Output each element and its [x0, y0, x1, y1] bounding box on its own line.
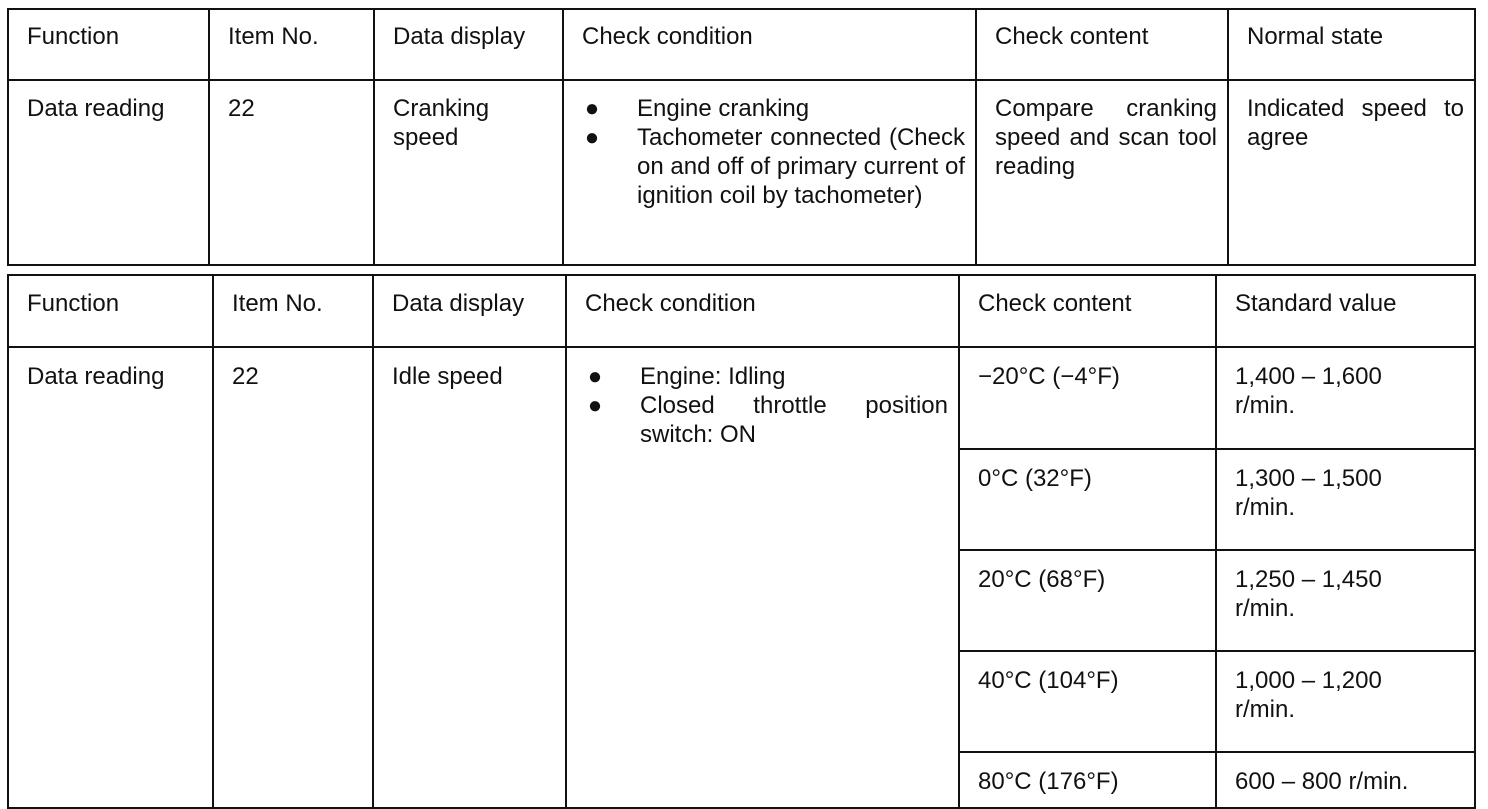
data-display-text: Cranking speed — [393, 95, 490, 151]
check-content-cell: −20°C (−4°F) — [959, 347, 1216, 449]
check-condition-cell — [563, 80, 976, 265]
table-row — [8, 80, 1475, 265]
item-no-cell: 22 — [213, 347, 373, 808]
check-content-cell: 20°C (68°F) — [959, 550, 1216, 651]
standard-value-cell — [1216, 550, 1475, 651]
check-content-cell: 80°C (176°F) — [959, 752, 1216, 808]
condition-item — [585, 391, 948, 449]
standard-value-text: 1,000 – 1,200 r/min. — [1235, 667, 1382, 723]
table-header-row — [8, 9, 1475, 80]
header-check-condition: Check condition — [563, 9, 976, 80]
standard-value-text: 1,400 – 1,600 r/min. — [1235, 363, 1382, 419]
item-no-cell: 22 — [209, 80, 374, 265]
standard-value-cell — [1216, 449, 1475, 550]
function-cell: Data reading — [8, 80, 209, 265]
condition-item — [582, 94, 965, 123]
standard-value-cell — [1216, 651, 1475, 752]
idle-speed-table — [7, 274, 1476, 809]
condition-text: Engine cranking — [637, 95, 810, 122]
header-check-content: Check content — [959, 275, 1216, 347]
check-content-cell: 40°C (104°F) — [959, 651, 1216, 752]
check-condition-cell — [566, 347, 959, 808]
condition-text: Tachometer connected (Check on and off of primary current of ignition coil by tachometer) — [637, 124, 965, 209]
header-function: Function — [8, 275, 213, 347]
header-data-display: Data display — [374, 9, 563, 80]
normal-state-cell: Indicated speed to agree — [1228, 80, 1475, 265]
standard-value-cell: 600 – 800 r/min. — [1216, 752, 1475, 808]
header-check-content: Check content — [976, 9, 1228, 80]
table-header-row — [8, 275, 1475, 347]
check-content-cell: 0°C (32°F) — [959, 449, 1216, 550]
function-cell: Data reading — [8, 347, 213, 808]
header-check-condition: Check condition — [566, 275, 959, 347]
standard-value-text: 1,250 – 1,450 r/min. — [1235, 566, 1382, 622]
standard-value-text: 1,300 – 1,500 r/min. — [1235, 465, 1382, 521]
header-item-no: Item No. — [213, 275, 373, 347]
condition-item — [585, 362, 948, 391]
data-display-cell: Idle speed — [373, 347, 566, 808]
bullet-icon: ● — [584, 95, 600, 122]
condition-text: Engine: Idling — [640, 363, 786, 390]
condition-list — [582, 94, 965, 210]
bullet-icon: ● — [587, 392, 603, 419]
condition-text: Closed throttle position switch: ON — [640, 392, 948, 448]
table-row — [8, 347, 1475, 449]
header-data-display: Data display — [373, 275, 566, 347]
header-standard-value: Standard value — [1216, 275, 1475, 347]
bullet-icon: ● — [584, 124, 600, 151]
header-item-no: Item No. — [209, 9, 374, 80]
header-function: Function — [8, 9, 209, 80]
condition-list — [585, 362, 948, 449]
bullet-icon: ● — [587, 363, 603, 390]
check-content-cell: Compare cranking speed and scan tool reading — [976, 80, 1228, 265]
cranking-speed-table — [7, 8, 1476, 266]
header-normal-state: Normal state — [1228, 9, 1475, 80]
condition-item — [582, 123, 965, 210]
data-display-cell — [374, 80, 563, 265]
standard-value-cell — [1216, 347, 1475, 449]
